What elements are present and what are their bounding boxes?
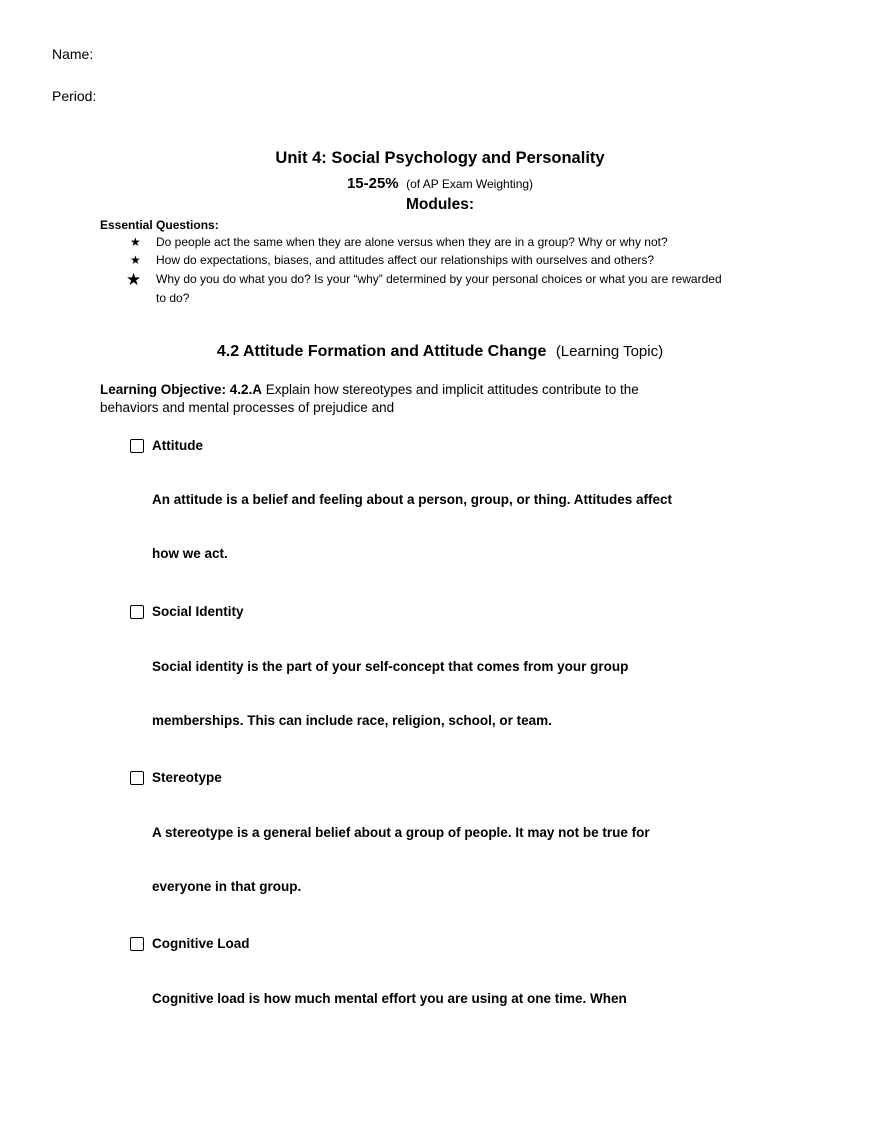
term-label: Stereotype — [152, 770, 222, 785]
term-label: Attitude — [152, 438, 203, 453]
term-label: Social Identity — [152, 604, 244, 619]
topic-heading-title: 4.2 Attitude Formation and Attitude Change — [216, 343, 547, 360]
term-definition-line: everyone in that group. — [152, 879, 302, 894]
learning-objective-label: Learning Objective: 4.2.A — [100, 382, 263, 397]
topic-heading-note: (Learning Topic) — [555, 343, 664, 360]
exam-weighting — [0, 175, 880, 193]
checkbox-icon[interactable] — [130, 771, 144, 785]
term-label: Cognitive Load — [152, 936, 250, 951]
term-definition-line: how we act. — [152, 546, 228, 561]
name-label: Name: — [52, 46, 94, 62]
exam-weighting-note: (of AP Exam Weighting) — [406, 177, 534, 191]
checkbox-icon[interactable] — [130, 605, 144, 619]
topic-heading — [0, 343, 880, 361]
essential-questions-heading: Essential Questions: — [100, 218, 219, 232]
modules-heading: Modules: — [405, 196, 475, 213]
star-bullet-icon: ★ — [130, 253, 141, 267]
star-bullet-icon: ★ — [126, 270, 142, 289]
learning-objective-text: Explain how stereotypes and implicit attitudes contribute to the — [262, 382, 639, 397]
term-definition-line: An attitude is a belief and feeling about a person, group, or thing. Attitudes affect — [152, 492, 673, 507]
essential-question-2: How do expectations, biases, and attitudes affect our relationships with ourselves and others? — [156, 253, 655, 267]
unit-title: Unit 4: Social Psychology and Personality — [275, 149, 605, 167]
essential-question-3-line-2: to do? — [156, 291, 190, 305]
term-definition-line: Social identity is the part of your self-concept that comes from your group — [152, 659, 629, 674]
learning-objective-line-2: behaviors and mental processes of prejudice and — [100, 400, 395, 415]
term-definition-line: Cognitive load is how much mental effort you are using at one time. When — [152, 991, 627, 1006]
essential-question-3-line-1: Why do you do what you do? Is your “why” determined by your personal choices or what you are rewarded — [156, 272, 722, 286]
exam-weighting-percent: 15-25% — [346, 175, 399, 192]
checkbox-icon[interactable] — [130, 439, 144, 453]
term-definition-line: memberships. This can include race, religion, school, or team. — [152, 713, 552, 728]
checkbox-icon[interactable] — [130, 937, 144, 951]
period-label: Period: — [52, 88, 97, 104]
learning-objective-line-1 — [100, 382, 639, 397]
essential-question-1: Do people act the same when they are alone versus when they are in a group? Why or why not? — [156, 235, 668, 249]
star-bullet-icon: ★ — [130, 235, 141, 249]
term-definition-line: A stereotype is a general belief about a group of people. It may not be true for — [152, 825, 650, 840]
